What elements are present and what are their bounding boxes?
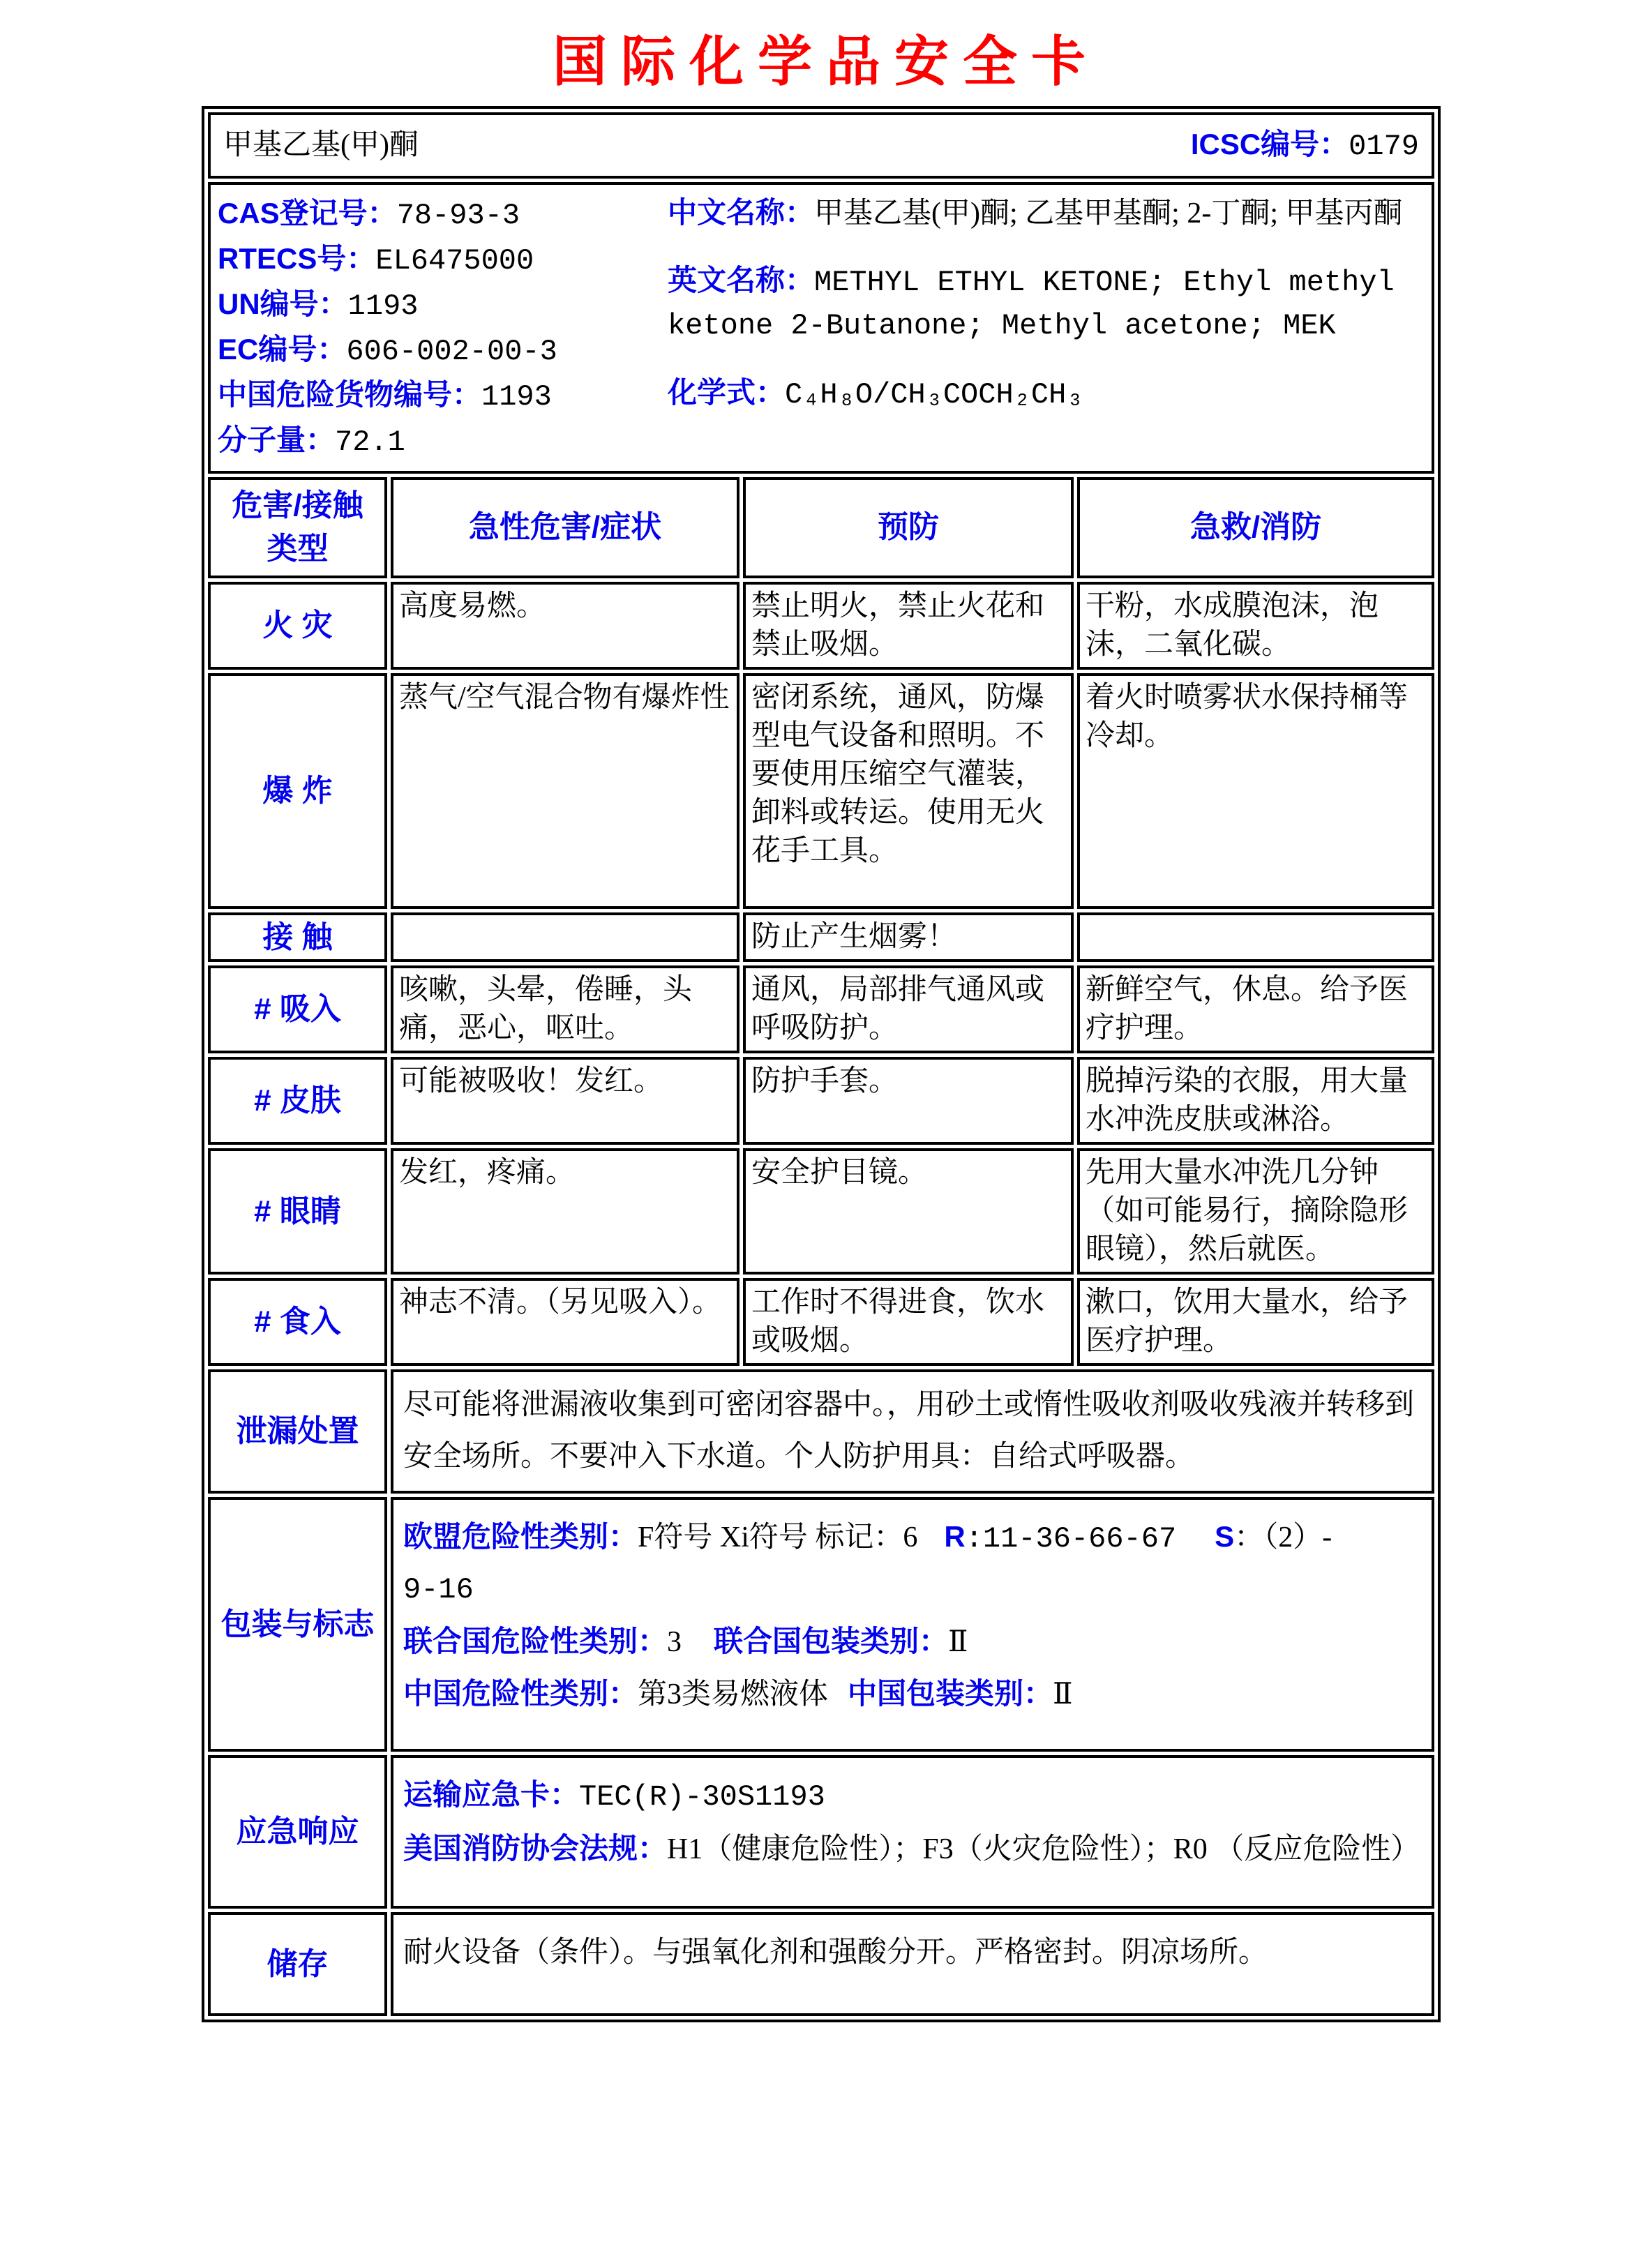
hazard-type-label: 爆 炸 [208, 673, 387, 909]
header-prevention: 预防 [743, 477, 1074, 578]
cas-number-line: CAS登记号：78-93-3 [218, 196, 520, 232]
packaging-labelling-cell [391, 1497, 1434, 1752]
english-name-line: 英文名称：METHYL ETHYL KETONE; Ethyl methyl ketone 2-Butanone; Methyl acetone; MEK [668, 263, 1395, 343]
spill-disposal-row [208, 1369, 1434, 1494]
spill-disposal-label: 泄漏处置 [208, 1369, 387, 1494]
hazard-row-eyes [208, 1148, 1434, 1275]
prevention-cell: 禁止明火，禁止火花和禁止吸烟。 [743, 582, 1074, 670]
prevention-cell: 工作时不得进食，饮水或吸烟。 [743, 1278, 1074, 1366]
icsc-number [1191, 125, 1419, 166]
emergency-response-label: 应急响应 [208, 1755, 387, 1909]
icsc-card-table [202, 106, 1441, 2022]
eu-hazard-class-line: 欧盟危险性类别：F符号 Xi符号 标记：6 R:11-36-66-67 S：（2）- [403, 1519, 1332, 1556]
symptom-cell: 可能被吸收！发红。 [391, 1057, 739, 1145]
chemical-name: 甲基乙基(甲)酮 [223, 128, 419, 161]
prevention-cell: 通风，局部排气通风或呼吸防护。 [743, 965, 1074, 1053]
response-cell: 漱口，饮用大量水，给予医疗护理。 [1077, 1278, 1434, 1366]
hazard-type-label: # 食入 [208, 1278, 387, 1366]
page-title: 国际化学品安全卡 [552, 31, 1099, 92]
symptom-cell: 神志不清。（另见吸入）。 [391, 1278, 739, 1366]
header-symptoms: 急性危害/症状 [391, 477, 739, 578]
identification-row [208, 182, 1434, 474]
symptom-cell: 发红，疼痛。 [391, 1148, 739, 1275]
hazard-row-explosion [208, 673, 1434, 909]
storage-label: 储存 [208, 1912, 387, 2016]
packaging-labelling-row [208, 1497, 1434, 1752]
hazard-type-label: 接 触 [208, 912, 387, 962]
response-cell: 着火时喷雾状水保持桶等冷却。 [1077, 673, 1434, 909]
ec-number-line: EC编号：606-002-00-3 [218, 332, 557, 368]
hazard-row-ingestion [208, 1278, 1434, 1366]
chinese-name-line: 中文名称：甲基乙基(甲)酮; 乙基甲基酮; 2-丁酮; 甲基丙酮 [668, 195, 1403, 230]
prevention-cell: 密闭系统，通风，防爆型电气设备和照明。不要使用压缩空气灌装，卸料或转运。使用无火花手工具。 [743, 673, 1074, 909]
response-cell: 新鲜空气，休息。给予医疗护理。 [1077, 965, 1434, 1053]
response-cell: 先用大量水冲洗几分钟（如可能易行，摘除隐形眼镜），然后就医。 [1077, 1148, 1434, 1275]
prevention-cell: 安全护目镜。 [743, 1148, 1074, 1275]
response-cell [1077, 912, 1434, 962]
header-hazard-type: 危害/接触 类型 [208, 477, 387, 578]
symptom-cell: 蒸气/空气混合物有爆炸性 [391, 673, 739, 909]
chemical-name-row [208, 112, 1434, 179]
china-dg-number-line: 中国危险货物编号：1193 [218, 377, 552, 414]
hazard-row-contact [208, 912, 1434, 962]
storage-row [208, 1912, 1434, 2016]
prevention-cell: 防护手套。 [743, 1057, 1074, 1145]
cn-hazard-class-line: 中国危险性类别：第3类易燃液体 中国包装类别：Ⅱ [403, 1676, 1073, 1711]
prevention-cell: 防止产生烟雾！ [743, 912, 1074, 962]
molecular-weight-line: 分子量：72.1 [218, 423, 405, 459]
hazard-type-label: # 眼睛 [208, 1148, 387, 1275]
emergency-response-cell [391, 1755, 1434, 1909]
symptom-cell [391, 912, 739, 962]
response-cell: 干粉，水成膜泡沫，泡沫，二氧化碳。 [1077, 582, 1434, 670]
un-hazard-class-line: 联合国危险性类别：3 联合国包装类别：Ⅱ [403, 1624, 968, 1658]
un-number-line: UN编号：1193 [218, 287, 419, 323]
hazard-row-fire [208, 582, 1434, 670]
hazard-header-row [208, 477, 1434, 578]
emergency-response-row [208, 1755, 1434, 1909]
icsc-number-label: ICSC编号： [1190, 127, 1349, 160]
transport-emergency-card-line: 运输应急卡：TEC(R)-30S1193 [403, 1777, 825, 1814]
identification-cell [208, 182, 1434, 474]
hazard-type-label: # 吸入 [208, 965, 387, 1053]
hazard-row-skin [208, 1057, 1434, 1145]
formula-line: 化学式：C₄H₈O/CH₃COCH₂CH₃ [668, 375, 1084, 412]
icsc-number-value: 0179 [1349, 129, 1419, 163]
header-firstaid: 急救/消防 [1077, 477, 1434, 578]
hazard-type-label: # 皮肤 [208, 1057, 387, 1145]
response-cell: 脱掉污染的衣服，用大量水冲洗皮肤或淋浴。 [1077, 1057, 1434, 1145]
spill-disposal-text: 尽可能将泄漏液收集到可密闭容器中。，用砂土或惰性吸收剂吸收残液并转移到安全场所。不要冲入下水道。个人防护用具：自给式呼吸器。 [391, 1369, 1434, 1494]
eu-s-phrase-continued: 9-16 [403, 1572, 474, 1607]
chemical-name-cell [208, 112, 1434, 179]
storage-text: 耐火设备（条件）。与强氧化剂和强酸分开。严格密封。阴凉场所。 [391, 1912, 1434, 2016]
identification-numbers [218, 192, 668, 464]
symptom-cell: 咳嗽，头晕，倦睡，头痛，恶心，呕吐。 [391, 965, 739, 1053]
packaging-labelling-label: 包装与标志 [208, 1497, 387, 1752]
nfpa-code-line: 美国消防协会法规：H1（健康危险性）；F3（火灾危险性）；R0 （反应危险性） [403, 1831, 1420, 1865]
identification-names [668, 192, 1425, 464]
rtecs-number-line: RTECS号：EL6475000 [218, 241, 534, 278]
symptom-cell: 高度易燃。 [391, 582, 739, 670]
hazard-type-label: 火 灾 [208, 582, 387, 670]
hazard-row-inhalation [208, 965, 1434, 1053]
